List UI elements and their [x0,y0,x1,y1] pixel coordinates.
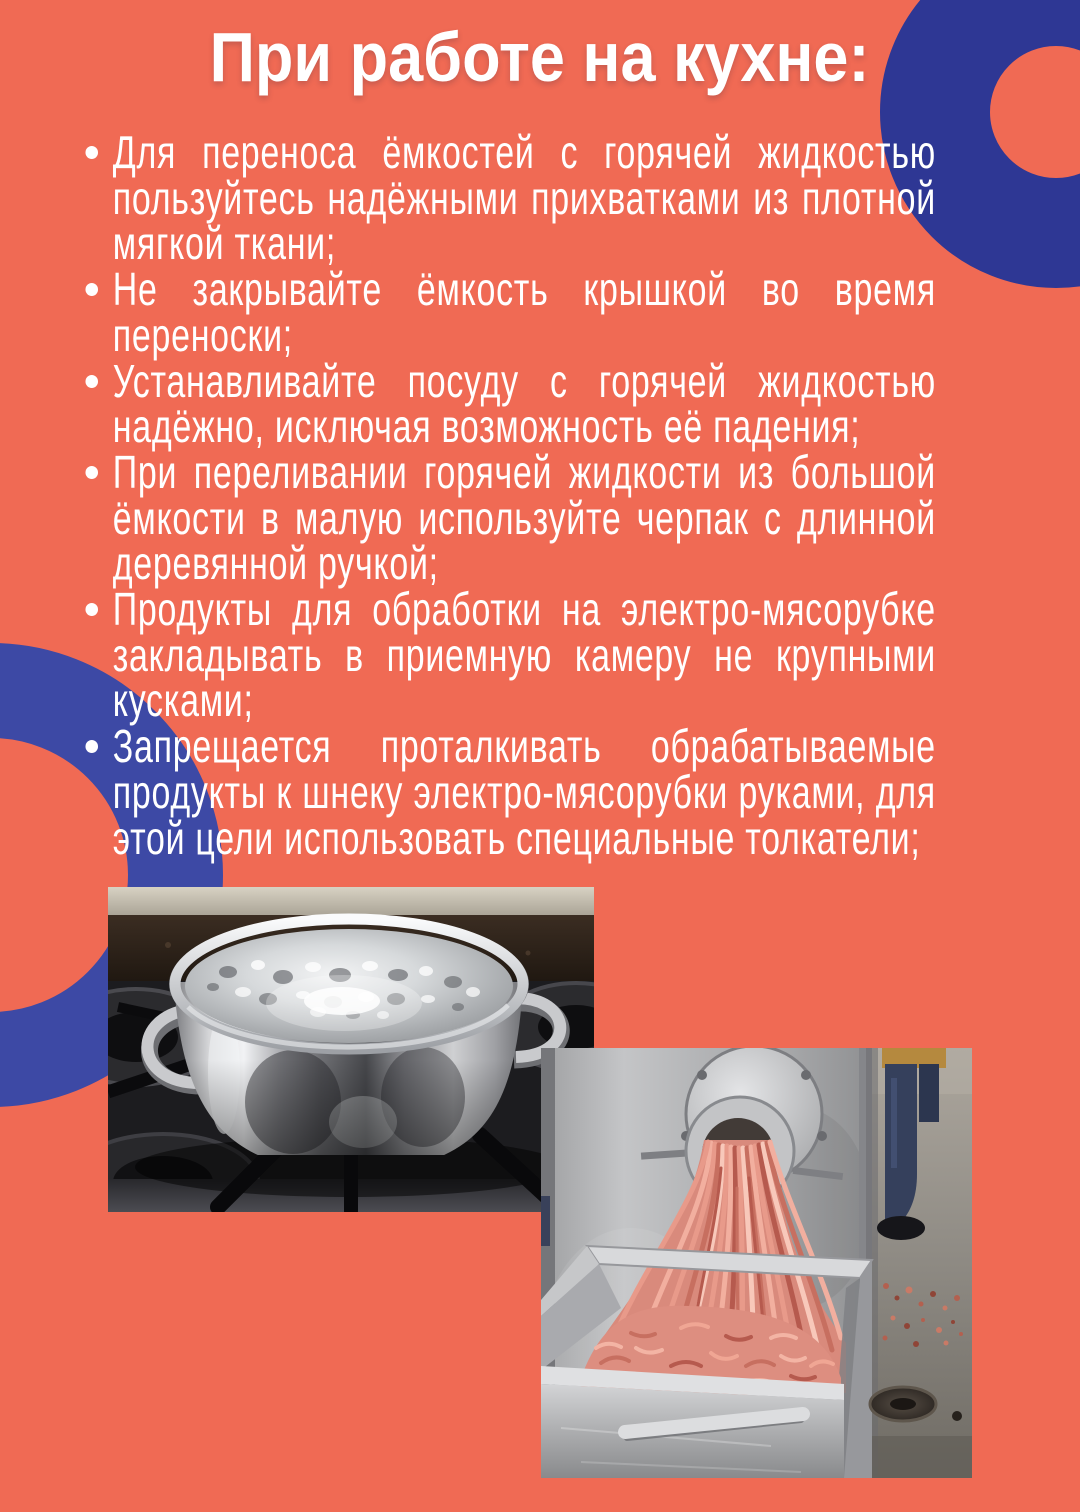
boiling-pot-photo [108,887,594,1212]
list-item: При переливании горячей жидкости из большой ёмкости в малую используйте черпак с длинной деревянной ручкой; [84,450,936,587]
poster-title-text: При работе на кухне: [210,18,870,96]
list-item: Запрещается проталкивать обрабатываемые продукты к шнеку электро-мясорубки руками, для этой цели использовать специальные толкатели; [84,724,936,861]
list-item: Продукты для обработки на электро-мясорубке закладывать в приемную камеру не крупными кусками; [84,587,936,724]
meat-grinder-photo [541,1048,972,1478]
boiling-pot-graphic [108,887,594,1212]
list-item: Для переноса ёмкостей с горячей жидкостью пользуйтесь надёжными прихватками из плотной мягкой ткани; [84,130,936,267]
meat-grinder-graphic [541,1048,972,1478]
list-item: Устанавливайте посуду с горячей жидкостью надёжно, исключая возможность её падения; [84,359,936,450]
list-item: Не закрывайте ёмкость крышкой во время переноски; [84,267,936,358]
poster-title [0,18,1080,96]
safety-rules-list [84,126,936,864]
